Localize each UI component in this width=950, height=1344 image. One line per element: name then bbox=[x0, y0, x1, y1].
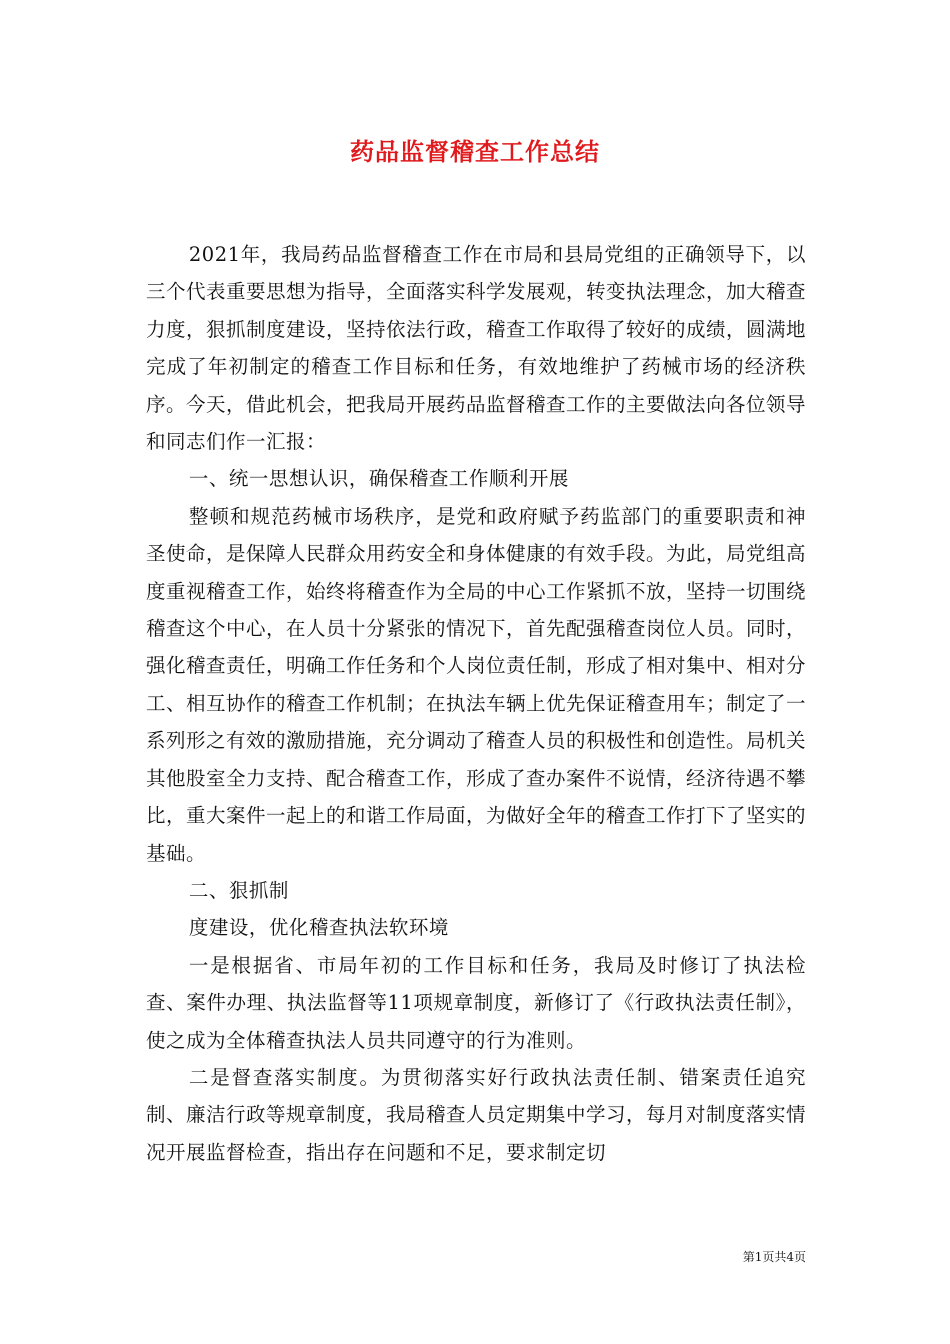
paragraph-section-2-item-2: 二是督查落实制度。为贯彻落实好行政执法责任制、错案责任追究制、廉洁行政等规章制度，我局稽查人员定期集中学习，每月对制度落实情况开展监督检查，指出存在问题和不足，要求制定切 bbox=[146, 1065, 807, 1164]
page-number: 第1页共4页 bbox=[742, 1250, 806, 1264]
section-heading-1: 一、统一思想认识，确保稽查工作顺利开展 bbox=[188, 467, 569, 491]
section-heading-2: 二、狠抓制 bbox=[188, 878, 289, 902]
section-heading-2-continued: 度建设，优化稽查执法软环境 bbox=[188, 916, 449, 940]
paragraph-intro: 2021年，我局药品监督稽查工作在市局和县局党组的正确领导下，以三个代表重要思想为指导，全面落实科学发展观，转变执法理念，加大稽查力度，狠抓制度建设，坚持依法行政，稽查工作取得了较好的成绩，圆满地完成了年初制定的稽查工作目标和任务，有效地维护了药械市场的经济秩序。今天，借此机会，把我局开展药品监督稽查工作的主要做法向各位领导和同志们作一汇报： bbox=[146, 243, 807, 454]
document-title: 药品监督稽查工作总结 bbox=[350, 137, 600, 166]
paragraph-section-2-item-1: 一是根据省、市局年初的工作目标和任务，我局及时修订了执法检查、案件办理、执法监督等11项规章制度，新修订了《行政执法责任制》，使之成为全体稽查执法人员共同遵守的行为准则。 bbox=[146, 953, 806, 1052]
paragraph-section-1: 整顿和规范药械市场秩序，是党和政府赋予药监部门的重要职责和神圣使命，是保障人民群众用药安全和身体健康的有效手段。为此，局党组高度重视稽查工作，始终将稽查作为全局的中心工作紧抓不放，坚持一切围绕稽查这个中心，在人员十分紧张的情况下，首先配强稽查岗位人员。同时，强化稽查责任，明确工作任务和个人岗位责任制，形成了相对集中、相对分工、相互协作的稽查工作机制；在执法车辆上优先保证稽查用车；制定了一系列形之有效的激励措施，充分调动了稽查人员的积极性和创造性。局机关其他股室全力支持、配合稽查工作，形成了查办案件不说情，经济待遇不攀比，重大案件一起上的和谐工作局面，为做好全年的稽查工作打下了坚实的基础。 bbox=[146, 504, 807, 865]
document-body bbox=[146, 236, 806, 1171]
